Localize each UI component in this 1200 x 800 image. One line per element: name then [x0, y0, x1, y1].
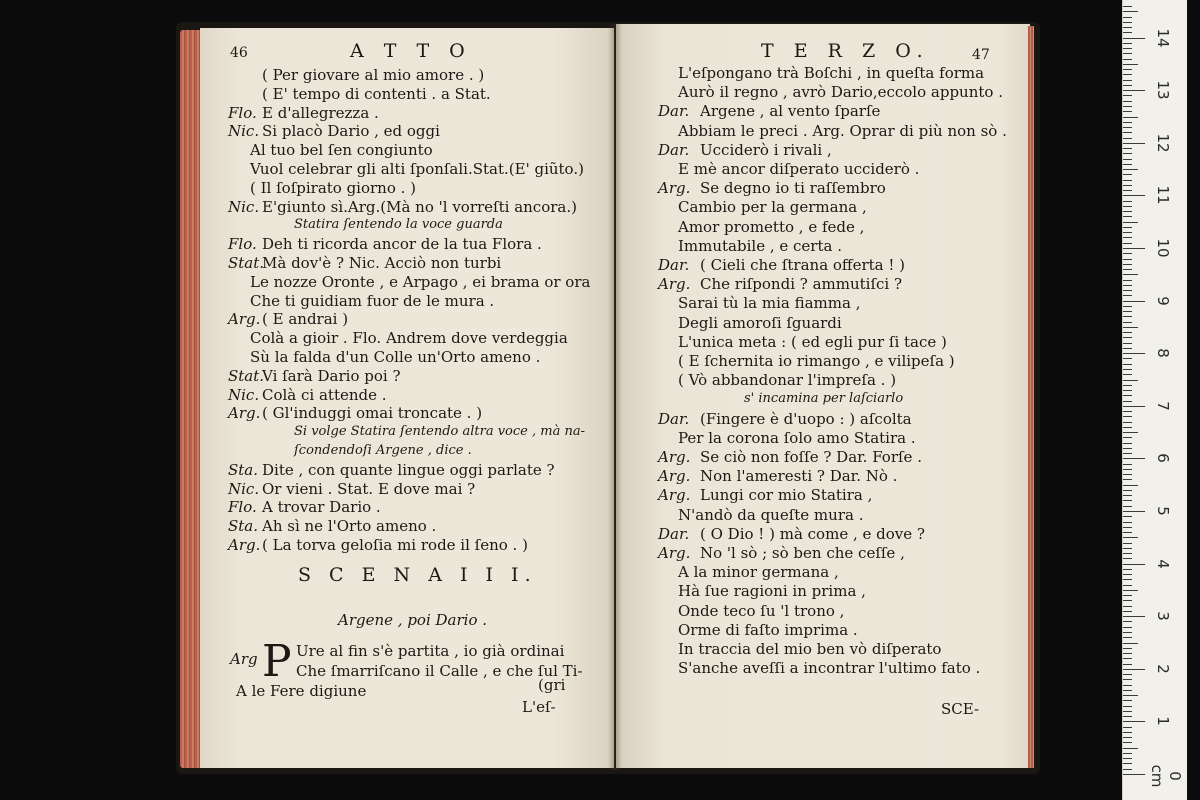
ruler-tick — [1123, 259, 1132, 260]
book-gutter — [608, 24, 622, 770]
verse-line: S'anche aveſſi a incontrar l'ultimo fato . — [678, 659, 981, 678]
verse-line: A le Fere digiune — [236, 682, 367, 700]
ruler-tick — [1123, 411, 1132, 412]
left-page — [200, 28, 614, 768]
ruler-tick — [1123, 206, 1132, 207]
ruler-tick — [1123, 64, 1138, 65]
speaker-label: Arg. — [658, 179, 691, 198]
ruler-tick — [1123, 648, 1132, 649]
ruler-tick — [1123, 132, 1132, 133]
verse-line: In traccia del mio ben vò diſperato — [678, 640, 942, 658]
ruler-tick — [1123, 469, 1132, 470]
ruler-number: 9 — [1154, 295, 1172, 306]
page-edge-left — [180, 30, 202, 768]
speaker-label: Arg. — [658, 275, 691, 294]
ruler-tick — [1123, 485, 1138, 486]
speaker-label: Dar. — [658, 140, 690, 159]
ruler-tick — [1123, 285, 1132, 286]
ruler-number: 1 — [1154, 716, 1172, 727]
ruler-tick — [1123, 500, 1132, 501]
ruler-tick — [1123, 432, 1138, 433]
ruler-tick — [1123, 153, 1132, 154]
ruler-tick — [1123, 658, 1132, 659]
ruler-tick — [1123, 595, 1132, 596]
ruler-tick — [1123, 190, 1132, 191]
ruler-tick — [1123, 343, 1132, 344]
ruler-tick — [1123, 416, 1132, 417]
catchword-right: SCE- — [941, 700, 980, 718]
ruler-tick — [1123, 632, 1132, 633]
verse-line: Si placò Dario , ed oggi — [262, 122, 440, 141]
verse-line: Dite , con quante lingue oggi parlate ? — [262, 460, 555, 479]
verse-line: L'unica meta : ( ed egli pur ſi tace ) — [678, 332, 947, 351]
verse-line: E'giunto sì.Arg.(Mà no 'l vorreſti ancora.) — [262, 197, 577, 216]
ruler-tick — [1123, 627, 1132, 628]
verse-line: ( La torva geloſia mi rode il ſeno . ) — [262, 536, 528, 554]
ruler-tick — [1123, 253, 1132, 254]
verse-line: Se degno io ti raſſembro — [700, 179, 886, 198]
ruler-number: 13 — [1154, 80, 1172, 100]
verse-line: Sù la falda d'un Colle un'Orto ameno . — [250, 348, 541, 366]
ruler-tick — [1123, 437, 1132, 438]
ruler-tick — [1123, 122, 1132, 123]
verse-line: Che ſmarriſcano il Calle , e che ſul Ti- — [296, 662, 583, 680]
verse-line: N'andò da queſte mura . — [678, 505, 864, 524]
measuring-ruler — [1122, 0, 1187, 800]
ruler-tick — [1123, 38, 1145, 39]
ruler-number: 14 — [1154, 28, 1172, 48]
ruler-tick — [1123, 69, 1132, 70]
ruler-tick — [1123, 727, 1132, 728]
ruler-tick — [1123, 211, 1132, 212]
speaker-label: Flo. — [228, 103, 257, 122]
stage-direction: Si volge Statira ſentendo altra voce , mà na- — [294, 424, 585, 440]
ruler-tick — [1123, 53, 1132, 54]
ruler-tick — [1123, 22, 1132, 23]
ruler-tick — [1123, 721, 1145, 722]
ruler-tick — [1123, 711, 1132, 712]
ruler-tick — [1123, 453, 1132, 454]
ruler-tick — [1123, 148, 1132, 149]
verse-line: Ah sì ne l'Orto ameno . — [262, 517, 437, 536]
ruler-tick — [1123, 506, 1132, 507]
ruler-tick — [1123, 364, 1132, 365]
ruler-tick — [1123, 443, 1132, 444]
ruler-tick — [1123, 180, 1132, 181]
ruler-tick — [1123, 353, 1145, 354]
ruler-tick — [1123, 322, 1132, 323]
speaker-label: Nic. — [228, 385, 260, 404]
ruler-tick — [1123, 758, 1132, 759]
ruler-tick — [1123, 27, 1132, 28]
verse-turnover: (gri — [538, 676, 566, 694]
ruler-tick — [1123, 522, 1132, 523]
ruler-tick — [1123, 185, 1132, 186]
verse-line: Che riſpondi ? ammutiſci ? — [700, 275, 903, 294]
ruler-number: 8 — [1154, 348, 1172, 358]
ruler-tick — [1123, 527, 1132, 528]
ruler-tick — [1123, 127, 1132, 128]
ruler-tick — [1123, 495, 1132, 496]
scene-title: S C E N A I I I. — [298, 564, 537, 586]
speaker-label: Flo. — [228, 498, 257, 517]
ruler-tick — [1123, 395, 1132, 396]
verse-line: ( Il ſoſpirato giorno . ) — [250, 178, 417, 197]
ruler-tick — [1123, 138, 1132, 139]
speaker-label: Nic. — [228, 197, 260, 216]
verse-line: ( Gl'induggi omai troncate . ) — [262, 404, 483, 423]
ruler-tick — [1123, 464, 1132, 465]
verse-line: ( E andrai ) — [262, 310, 349, 329]
speaker-label: Arg. — [228, 536, 261, 554]
ruler-tick — [1123, 216, 1132, 217]
ruler-tick — [1123, 553, 1132, 554]
ruler-tick — [1123, 348, 1132, 349]
ruler-tick — [1123, 664, 1132, 665]
ruler-tick — [1123, 600, 1132, 601]
verse-line: A trovar Dario . — [262, 498, 381, 517]
speaker-label: Arg. — [658, 448, 691, 466]
ruler-tick — [1123, 195, 1145, 196]
ruler-tick — [1123, 290, 1132, 291]
ruler-tick — [1123, 616, 1145, 617]
ruler-tick — [1123, 585, 1132, 586]
ruler-tick — [1123, 111, 1132, 112]
verse-line: Onde teco ſu 'l trono , — [678, 601, 845, 620]
ruler-tick — [1123, 301, 1145, 302]
ruler-tick — [1123, 406, 1145, 407]
ruler-tick — [1123, 222, 1138, 223]
verse-line: Vuol celebrar gli alti ſponſali.Stat.(E' giũto.) — [250, 160, 584, 178]
ruler-tick — [1123, 374, 1132, 375]
ruler-tick — [1123, 243, 1132, 244]
ruler-tick — [1123, 606, 1132, 607]
verse-line: Degli amoroſi ſguardi — [678, 313, 842, 332]
speaker-label: Arg. — [658, 544, 691, 562]
ruler-tick — [1123, 716, 1132, 717]
page-number-left: 46 — [230, 45, 248, 61]
verse-line: No 'l sò ; sò ben che ceſſe , — [700, 544, 905, 562]
ruler-tick — [1123, 74, 1132, 75]
verse-line: Ure al fin s'è partita , io già ordinai — [296, 642, 565, 660]
verse-line: Deh ti ricorda ancor de la tua Flora . — [262, 235, 542, 254]
ruler-number: 4 — [1154, 558, 1172, 569]
ruler-tick — [1123, 248, 1145, 249]
stage-direction: s' incamina per laſciarlo — [744, 391, 904, 407]
ruler-number: 11 — [1154, 185, 1172, 205]
ruler-tick — [1123, 59, 1132, 60]
ruler-tick — [1123, 369, 1132, 370]
ruler-tick — [1123, 390, 1132, 391]
speaker-label: Arg — [230, 650, 258, 668]
verse-line: Cambio per la germana , — [678, 198, 867, 217]
ruler-tick — [1123, 706, 1132, 707]
ruler-tick — [1123, 85, 1132, 86]
verse-line: Lungi cor mio Statira , — [700, 486, 873, 505]
ruler-tick — [1123, 95, 1132, 96]
ruler-tick — [1123, 558, 1132, 559]
verse-line: Amor prometto , e fede , — [678, 217, 865, 236]
ruler-tick — [1123, 590, 1138, 591]
verse-line: Abbiam le preci . Arg. Oprar di più non sò . — [678, 121, 1007, 140]
speaker-label: Stat. — [228, 366, 265, 385]
ruler-tick — [1123, 643, 1138, 644]
ruler-unit-label: 0 cm — [1148, 764, 1184, 788]
ruler-tick — [1123, 169, 1138, 170]
verse-line: Le nozze Oronte , e Arpago , ei brama or ora — [250, 272, 591, 291]
ruler-tick — [1123, 164, 1132, 165]
ruler-tick — [1123, 90, 1145, 91]
ruler-tick — [1123, 511, 1145, 512]
ruler-tick — [1123, 295, 1132, 296]
ruler-tick — [1123, 32, 1132, 33]
ruler-tick — [1123, 769, 1132, 770]
ruler-tick — [1123, 237, 1132, 238]
ruler-tick — [1123, 679, 1132, 680]
ruler-tick — [1123, 690, 1132, 691]
verse-line: Colà a gioir . Flo. Andrem dove verdeggia — [250, 329, 568, 348]
ruler-tick — [1123, 532, 1132, 533]
ruler-tick — [1123, 358, 1132, 359]
verse-line: L'eſpongano trà Boſchi , in queſta forma — [678, 64, 985, 82]
verse-line: ( O Dio ! ) mà come , e dove ? — [700, 524, 925, 543]
catchword-left: L'eſ- — [522, 698, 556, 716]
ruler-tick — [1123, 11, 1138, 12]
ruler-tick — [1123, 685, 1132, 686]
ruler-number: 6 — [1154, 453, 1172, 464]
speaker-label: Dar. — [658, 524, 690, 543]
ruler-tick — [1123, 174, 1132, 175]
ruler-tick — [1123, 674, 1132, 675]
speaker-label: Stat. — [228, 254, 265, 272]
ruler-tick — [1123, 695, 1138, 696]
ruler-tick — [1123, 753, 1132, 754]
ruler-tick — [1123, 574, 1132, 575]
ruler-tick — [1123, 611, 1132, 612]
speaker-label: Arg. — [228, 310, 261, 329]
ruler-tick — [1123, 637, 1132, 638]
speaker-label: Sta. — [228, 460, 259, 479]
verse-line: E mè ancor diſperato ucciderò . — [678, 160, 920, 178]
ruler-tick — [1123, 337, 1132, 338]
ruler-tick — [1123, 401, 1132, 402]
verse-line: ( Per giovare al mio amore . ) — [262, 66, 485, 84]
speaker-label: Dar. — [658, 102, 690, 121]
ruler-tick — [1123, 106, 1132, 107]
speaker-label: Arg. — [228, 404, 261, 423]
ruler-number: 12 — [1154, 133, 1172, 153]
ruler-tick — [1123, 737, 1132, 738]
verse-line: Or vieni . Stat. E dove mai ? — [262, 479, 476, 498]
verse-line: Per la corona ſolo amo Statira . — [678, 428, 916, 447]
speaker-label: Sta. — [228, 517, 259, 536]
ruler-tick — [1123, 516, 1132, 517]
ruler-tick — [1123, 143, 1145, 144]
ruler-tick — [1123, 479, 1132, 480]
drop-cap: P — [262, 636, 292, 687]
verse-line: A la minor germana , — [678, 563, 839, 582]
ruler-tick — [1123, 48, 1132, 49]
verse-line: Al tuo bel ſen congiunto — [250, 141, 433, 160]
ruler-number: 7 — [1154, 401, 1172, 411]
ruler-tick — [1123, 732, 1132, 733]
verse-line: Ucciderò i rivali , — [700, 140, 832, 159]
verse-line: Immutabile , e certa . — [678, 236, 842, 255]
stage-direction: ſcondendoſi Argene , dice . — [294, 443, 472, 458]
ruler-tick — [1123, 80, 1132, 81]
verse-line: Non l'ameresti ? Dar. Nò . — [700, 467, 898, 486]
ruler-number: 5 — [1154, 506, 1172, 516]
ruler-tick — [1123, 548, 1132, 549]
ruler-tick — [1123, 201, 1132, 202]
ruler-tick — [1123, 422, 1132, 423]
verse-line: ( E ſchernita io rimango , e vilipeſa ) — [678, 352, 955, 370]
ruler-tick — [1123, 327, 1138, 328]
ruler-number: 2 — [1154, 664, 1172, 674]
page-number-right: 47 — [972, 47, 990, 63]
ruler-tick — [1123, 332, 1132, 333]
speaker-label: Dar. — [658, 409, 690, 428]
verse-line: (Fingere è d'uopo : ) aſcolta — [700, 409, 912, 428]
verse-line: ( E' tempo di contenti . a Stat. — [262, 84, 491, 103]
verse-line: Argene , al vento ſparſe — [700, 102, 881, 121]
speaker-label: Arg. — [658, 467, 691, 486]
ruler-tick — [1123, 264, 1132, 265]
speaker-label: Dar. — [658, 256, 690, 274]
ruler-tick — [1123, 43, 1132, 44]
ruler-tick — [1123, 621, 1132, 622]
speaker-label: Nic. — [228, 122, 260, 141]
verse-line: Colà ci attende . — [262, 385, 387, 404]
ruler-tick — [1123, 227, 1132, 228]
ruler-tick — [1123, 543, 1132, 544]
verse-line: Aurò il regno , avrò Dario,eccolo appunto . — [678, 83, 1003, 102]
ruler-tick — [1123, 490, 1132, 491]
verse-line: ( Vò abbandonar l'impreſa . ) — [678, 371, 897, 390]
speaker-label: Flo. — [228, 235, 257, 254]
verse-line: Hà ſue ragioni in prima , — [678, 582, 866, 601]
ruler-tick — [1123, 6, 1132, 7]
ruler-tick — [1123, 653, 1132, 654]
verse-line: E d'allegrezza . — [262, 103, 379, 122]
verse-line: Orme di faſto imprima . — [678, 620, 858, 639]
ruler-tick — [1123, 274, 1138, 275]
ruler-tick — [1123, 427, 1132, 428]
ruler-tick — [1123, 17, 1132, 18]
verse-line: Che ti guidiam fuor de le mura . — [250, 291, 495, 310]
running-head-left: A T T O — [350, 40, 472, 62]
page-edge-right — [1028, 26, 1034, 768]
ruler-tick — [1123, 458, 1145, 459]
speaker-label: Arg. — [658, 486, 691, 505]
ruler-tick — [1123, 311, 1132, 312]
ruler-tick — [1123, 669, 1145, 670]
ruler-tick — [1123, 159, 1132, 160]
ruler-tick — [1123, 269, 1132, 270]
ruler-tick — [1123, 232, 1132, 233]
ruler-tick — [1123, 579, 1132, 580]
ruler-tick — [1123, 385, 1132, 386]
ruler-tick — [1123, 763, 1132, 764]
ruler-tick — [1123, 569, 1132, 570]
scene-subtitle: Argene , poi Dario . — [338, 611, 488, 629]
speaker-label: Nic. — [228, 479, 260, 498]
ruler-tick — [1123, 448, 1132, 449]
verse-line: Sarai tù la mia fiamma , — [678, 294, 861, 313]
running-head-right: T E R Z O. — [761, 40, 930, 62]
ruler-tick — [1123, 316, 1132, 317]
ruler-tick — [1123, 280, 1132, 281]
right-page — [616, 24, 1030, 768]
ruler-tick — [1123, 537, 1138, 538]
ruler-tick — [1123, 748, 1138, 749]
stage-direction: Statira ſentendo la voce guarda — [294, 217, 503, 233]
ruler-number: 3 — [1154, 611, 1172, 621]
verse-line: ( Cieli che ſtrana offerta ! ) — [700, 256, 906, 274]
ruler-tick — [1123, 742, 1132, 743]
ruler-tick — [1123, 700, 1132, 701]
ruler-tick — [1123, 380, 1138, 381]
verse-line: Se ciò non foſſe ? Dar. Forſe . — [700, 448, 922, 466]
ruler-tick — [1123, 564, 1145, 565]
ruler-tick — [1123, 774, 1145, 775]
ruler-tick — [1123, 101, 1132, 102]
verse-line: Mà dov'è ? Nic. Acciò non turbi — [262, 254, 502, 272]
verse-line: Vi ſarà Dario poi ? — [262, 366, 401, 385]
ruler-tick — [1123, 117, 1138, 118]
ruler-number: 10 — [1154, 238, 1172, 258]
ruler-tick — [1123, 306, 1132, 307]
ruler-tick — [1123, 474, 1132, 475]
